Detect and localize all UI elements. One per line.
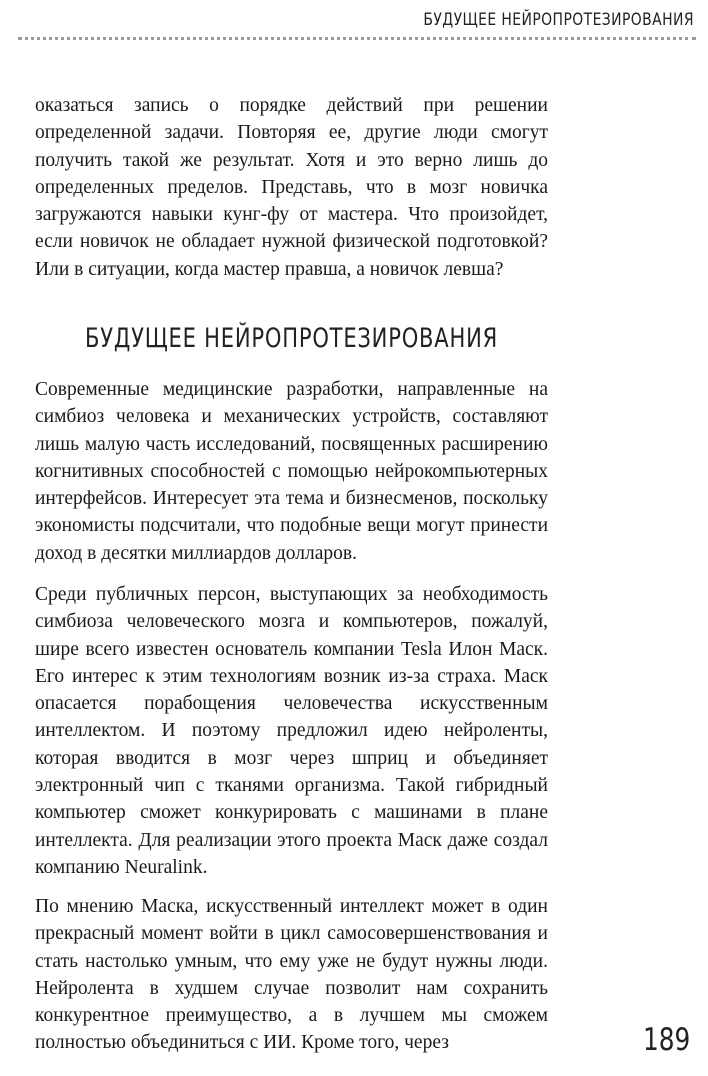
dotted-rule-divider xyxy=(18,37,696,40)
section-heading: БУДУЩЕЕ НЕЙРОПРОТЕЗИРОВАНИЯ xyxy=(85,323,499,354)
paragraph-intro: оказаться запись о порядке действий при решении определенной задачи. Повторяя ее, другие люди смогут получить такой же результат. Хотя и это верно лишь до определенных пределов. Представь, что в мозг новичка загружаются навыки кунг-фу от мастера. Что произойдет, если новичок не обладает нужной физической подготовкой? Или в ситуации, когда мастер правша, а новичок левша? xyxy=(35,95,548,280)
running-header: БУДУЩЕЕ НЕЙРОПРОТЕЗИРОВАНИЯ xyxy=(423,10,694,30)
paragraph-musk-neuralink: Среди публичных персон, выступающих за необходимость симбиоза человеческого мозга и компьютеров, пожалуй, шире всего известен основатель компании Tesla Илон Маск. Его интерес к этим технологиям возник из-за страха. Маск опасается порабощения человечества искусственным интеллектом. И поэтому предложил идею нейроленты, которая вводится в мозг через шприц и объединяет электронный чип с тканями организма. Такой гибридный компьютер сможет конкурировать с машинами в плане интеллекта. Для реализации этого проекта Маск даже создал компанию Neuralink. xyxy=(35,584,548,878)
paragraph-musk-opinion: По мнению Маска, искусственный интеллект может в один прекрасный момент войти в цикл самосовершенствования и стать настолько умным, что ему уже не будут нужны люди. Нейролента в худшем случае позволит нам сохранить конкурентное преимущество, а в лучшем мы сможем полностью объединиться с ИИ. Кроме того, через xyxy=(35,896,548,1054)
paragraph-medical-developments: Современные медицинские разработки, направленные на симбиоз человека и механических устройств, составляют лишь малую часть исследований, посвященных расширению когнитивных способностей с помощью нейрокомпьютерных интерфейсов. Интересует эта тема и бизнесменов, поскольку экономисты подсчитали, что подобные вещи могут принести доход в десятки миллиардов долларов. xyxy=(35,379,548,564)
page-number: 189 xyxy=(643,1022,691,1058)
